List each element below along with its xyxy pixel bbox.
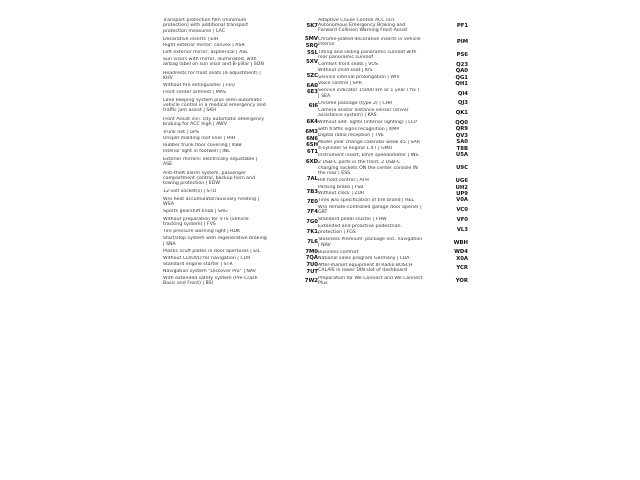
equipment-description: Interior light in footwell | INL bbox=[163, 149, 230, 155]
equipment-row bbox=[318, 158, 468, 177]
equipment-row bbox=[163, 56, 318, 69]
equipment-description: Sports gearshift knob | SAG bbox=[163, 209, 228, 215]
equipment-row bbox=[318, 16, 468, 35]
equipment-description: Trunk net | GPS bbox=[163, 129, 199, 135]
equipment-row bbox=[318, 236, 468, 249]
equipment-code: 5ZC bbox=[306, 72, 318, 79]
equipment-row bbox=[163, 36, 318, 43]
equipment-description: 2 USB-C ports in the front, 2 USB-C charging sockets ON the center console IN the rear | ESS bbox=[318, 160, 418, 176]
equipment-description: Parking brake | FSB bbox=[318, 184, 364, 190]
equipment-row bbox=[163, 43, 318, 50]
equipment-description: Tilting and sliding panoramic sunroof with rear panoramic sunroof bbox=[318, 49, 417, 60]
equipment-description: Right exterior mirror: convex | ASR bbox=[163, 43, 245, 49]
equipment-code: QG1 bbox=[455, 74, 468, 81]
equipment-description: Lane keeping system plus semi-automatic vehicle control in a medical emergency and traffic jam assist | SKH bbox=[163, 97, 266, 114]
equipment-code: VL3 bbox=[456, 226, 468, 233]
equipment-row bbox=[318, 204, 468, 217]
equipment-row bbox=[163, 69, 318, 82]
equipment-description: Digital radio reception | TVE bbox=[318, 133, 384, 139]
equipment-code: 7UT bbox=[306, 268, 318, 275]
equipment-description: National sales program Germany | LDA bbox=[318, 256, 410, 262]
equipment-description: Standard pedal cluster | FHW bbox=[318, 217, 387, 223]
equipment-description: 'Business Premium' package incl. navigation | NAV bbox=[318, 237, 423, 248]
equipment-description: Chrome-plated decorative inserts in vehicle interior bbox=[318, 36, 421, 47]
equipment-code: 6A0 bbox=[306, 82, 318, 89]
equipment-description: Comfort front seats | VOS bbox=[318, 61, 378, 67]
equipment-description: Transport protection film (minimum protection) with additional transport protection measures | LAC bbox=[163, 18, 249, 34]
equipment-code: YCR bbox=[456, 265, 468, 272]
equipment-code: QA0 bbox=[455, 68, 468, 75]
equipment-row bbox=[163, 149, 318, 156]
equipment-description: Voice control | SPR bbox=[318, 81, 362, 87]
equipment-description: Extended and proactive pedestrian protection | FGS bbox=[318, 224, 401, 235]
equipment-description: Left exterior mirror: aspherical | ASL bbox=[163, 49, 248, 55]
equipment-code: T8B bbox=[456, 145, 468, 152]
equipment-code: 7U0 bbox=[306, 261, 318, 268]
equipment-description: Unsplit molding roof liner | HIH bbox=[163, 136, 236, 142]
equipment-description: Tires w/o specification of tire brand | REL bbox=[318, 197, 414, 203]
equipment-row bbox=[163, 135, 318, 142]
equipment-code: 5MV bbox=[304, 36, 318, 43]
equipment-code: 6SH bbox=[306, 142, 318, 149]
equipment-code: 7G0 bbox=[306, 218, 318, 225]
equipment-code: 7M0 bbox=[305, 248, 318, 255]
equipment-code: 6E3 bbox=[307, 89, 318, 96]
equipment-row bbox=[163, 195, 318, 208]
equipment-code: 7L6 bbox=[307, 238, 318, 245]
equipment-code: V0A bbox=[456, 197, 468, 204]
equipment-row bbox=[163, 49, 318, 56]
equipment-list-right bbox=[318, 16, 468, 288]
equipment-row bbox=[163, 268, 318, 275]
equipment-code: WD4 bbox=[454, 249, 468, 256]
equipment-row bbox=[163, 228, 318, 235]
equipment-row bbox=[318, 87, 468, 100]
equipment-row bbox=[163, 82, 318, 89]
equipment-description: Front center armrest | MAS bbox=[163, 89, 226, 95]
equipment-code: QV3 bbox=[455, 132, 468, 139]
equipment-code: UH2 bbox=[455, 184, 468, 191]
equipment-description: After-market equipment III Radio BOSCH CALAIS in lower DIN slot of dashboard bbox=[318, 263, 413, 274]
equipment-code: 6XD bbox=[305, 159, 318, 165]
equipment-description: Service interval prolongation | WIV bbox=[318, 74, 400, 80]
equipment-description: Without clock | ZUR bbox=[318, 191, 365, 197]
equipment-description: Chrome package (type 2) | CHR bbox=[318, 100, 393, 106]
equipment-description: Sun visors with mirror, illuminated, with airbag label on sun visor and B-pillar | SON bbox=[163, 57, 264, 68]
equipment-code: 6I6 bbox=[308, 102, 318, 109]
equipment-code: 5SL bbox=[307, 49, 318, 56]
equipment-description: 12-volt socket(s) | STD bbox=[163, 189, 217, 195]
equipment-code: YOR bbox=[455, 278, 468, 285]
equipment-row bbox=[163, 155, 318, 168]
equipment-description: Rubber trunk floor covering | KBB bbox=[163, 142, 242, 148]
equipment-code: UG6 bbox=[455, 178, 468, 185]
equipment-row bbox=[163, 215, 318, 228]
equipment-code: 6N6 bbox=[306, 135, 318, 142]
equipment-row bbox=[163, 89, 318, 96]
equipment-code: 7AL bbox=[306, 175, 318, 182]
equipment-description: Business comfort bbox=[318, 249, 359, 255]
equipment-description: Without add. lights (interior lighting) | LCP bbox=[318, 120, 418, 126]
equipment-description: Service indicator 15000 km or 1 year ( fix ) | SEA bbox=[318, 88, 420, 99]
equipment-row bbox=[163, 208, 318, 215]
equipment-code: VF0 bbox=[456, 216, 468, 223]
equipment-row bbox=[163, 189, 318, 196]
equipment-code: 6M3 bbox=[305, 129, 318, 136]
equipment-row bbox=[163, 116, 318, 129]
equipment-code: U5A bbox=[455, 152, 468, 159]
equipment-row bbox=[163, 16, 318, 36]
equipment-row bbox=[163, 142, 318, 149]
equipment-description: W/o remote-controlled garage door opener | GRT bbox=[318, 204, 422, 216]
equipment-description: Navigation system "Discover Pro" | NAV bbox=[163, 268, 257, 274]
equipment-description: Standard engine starter | STR bbox=[163, 262, 233, 268]
equipment-code: QK1 bbox=[455, 110, 468, 117]
equipment-code: X0A bbox=[456, 255, 468, 262]
equipment-code: U9C bbox=[456, 165, 468, 172]
equipment-code: UP9 bbox=[456, 190, 468, 197]
equipment-row bbox=[318, 275, 468, 288]
equipment-code: 7K1 bbox=[306, 228, 318, 235]
equipment-code: 7B3 bbox=[306, 188, 318, 195]
equipment-row bbox=[318, 48, 468, 61]
equipment-description: Without fire extinguisher | FEU bbox=[163, 83, 235, 89]
equipment-description: Start/stop system with regenerative braking | SNA bbox=[163, 236, 267, 247]
equipment-code: PIM bbox=[456, 38, 468, 45]
equipment-description: Headrests for front seats (4-adjustment) | KHV bbox=[163, 70, 261, 81]
equipment-code: QH1 bbox=[455, 80, 468, 87]
equipment-description: Tire pressure warning light | RDK bbox=[163, 229, 241, 235]
equipment-description: Model year change calendar week 45 | SAR bbox=[318, 139, 420, 145]
equipment-code: QI4 bbox=[457, 90, 468, 97]
equipment-row bbox=[318, 223, 468, 236]
equipment-description: Instrument insert, km/h speedometer | INS bbox=[318, 152, 419, 158]
equipment-row bbox=[163, 169, 318, 189]
equipment-description: Exterior mirrors: electrically adjustable | ASE bbox=[163, 156, 258, 167]
equipment-code: 7QA bbox=[305, 255, 318, 262]
equipment-row bbox=[318, 107, 468, 120]
equipment-row bbox=[163, 235, 318, 248]
equipment-row bbox=[318, 35, 468, 48]
equipment-row bbox=[163, 129, 318, 136]
equipment-code: 6K4 bbox=[306, 119, 318, 126]
equipment-list-left bbox=[163, 16, 318, 288]
equipment-code: QQ0 bbox=[455, 119, 468, 126]
equipment-description: Plastic scuff plates in door apertures | EIL bbox=[163, 248, 261, 254]
equipment-code: PF1 bbox=[456, 22, 468, 29]
equipment-code: WBH bbox=[453, 239, 468, 246]
equipment-code: QR9 bbox=[455, 126, 468, 133]
equipment-row bbox=[163, 262, 318, 269]
equipment-description: W/o heat accumulator/auxiliary heating | WSA bbox=[163, 196, 260, 207]
equipment-row bbox=[163, 96, 318, 116]
equipment-code: Q23 bbox=[456, 61, 468, 68]
equipment-code: 7W2 bbox=[304, 278, 318, 285]
equipment-description: Preparation for We Connect and We Connect Plus bbox=[318, 276, 423, 287]
equipment-code: QJ3 bbox=[457, 100, 468, 107]
equipment-description: with traffic signs recognition | KMP bbox=[318, 126, 400, 132]
equipment-row bbox=[163, 255, 318, 262]
equipment-code: 7E0 bbox=[307, 198, 318, 205]
equipment-code: VC0 bbox=[456, 207, 468, 214]
equipment-description: Adaptive Cruise Control ACC incl. Autonomous Emergency Braking and Forward Collision Warning Front Assist bbox=[318, 17, 408, 34]
equipment-code: PS6 bbox=[456, 51, 468, 58]
equipment-description: Front Assist incl. city automatic emergency braking for ACC high | AWV bbox=[163, 116, 265, 128]
equipment-code: 5RQ bbox=[305, 42, 318, 49]
equipment-code: 5K7 bbox=[306, 22, 318, 29]
equipment-description: Camera and/or distance sensor (driver assistance system) | KAS bbox=[318, 107, 409, 119]
equipment-row bbox=[163, 275, 318, 288]
equipment-description: Decorative inserts | EIH bbox=[163, 36, 219, 42]
equipment-description: Without preparation for VTS (vehicle tracking system) | FVS bbox=[163, 216, 249, 227]
equipment-row bbox=[163, 248, 318, 255]
equipment-code: SA0 bbox=[456, 139, 468, 146]
equipment-description: 4-cylinder SI engine 1.4 l | GMO bbox=[318, 146, 393, 152]
equipment-description: Hill hold control | AFH bbox=[318, 178, 369, 184]
equipment-code: 7F4 bbox=[307, 208, 318, 215]
equipment-row bbox=[318, 262, 468, 275]
equipment-description: Without child seat | KIS bbox=[318, 68, 373, 74]
equipment-code: 5XV bbox=[306, 59, 318, 66]
equipment-code: 6T1 bbox=[307, 149, 318, 156]
equipment-description: Without CD/DVD for navigation | CDR bbox=[163, 255, 251, 261]
equipment-description: Anti-theft alarm system, passenger compartment control, backup horn and towing protection | EDW bbox=[163, 170, 255, 187]
equipment-description: With extended safety system (Pre-Crash Basic and Front) | BSI bbox=[163, 276, 258, 287]
